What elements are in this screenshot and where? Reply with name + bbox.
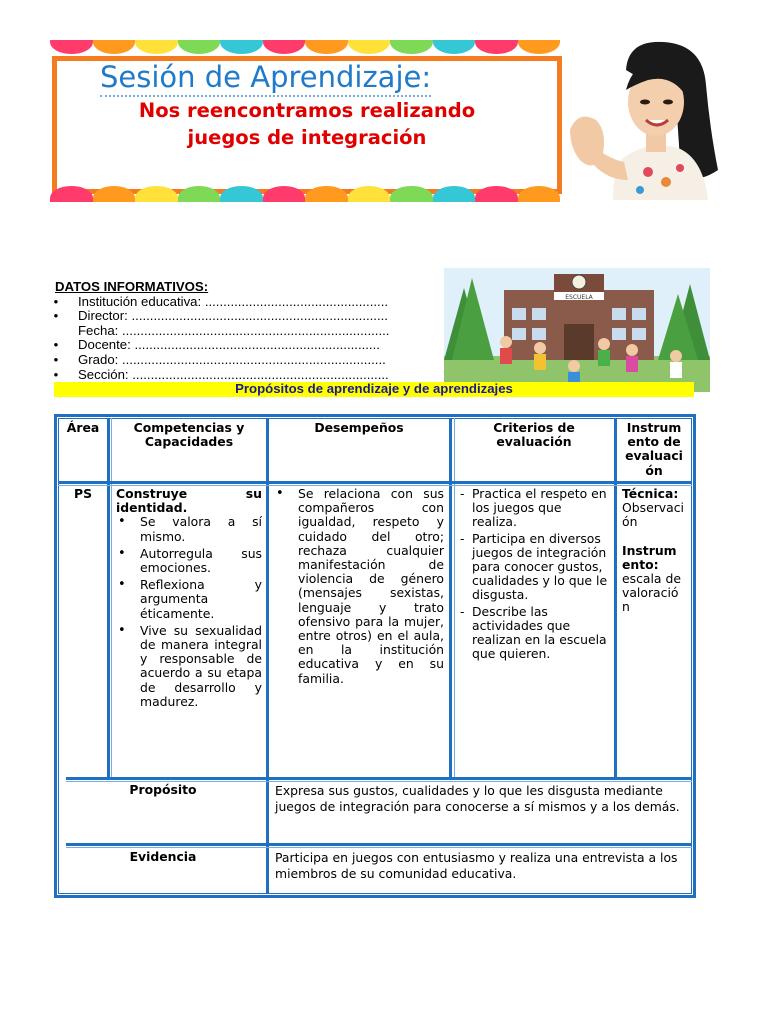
tecnica-label: Técnica: (622, 486, 679, 501)
list-item: • Autorregula sus emociones. (116, 547, 262, 575)
page-subtitle (52, 97, 562, 151)
proposito-label: Propósito (129, 782, 197, 797)
header-criterios: Criterios de evaluación (493, 420, 575, 450)
grid-line (107, 418, 110, 780)
grid-line (66, 777, 692, 780)
header-instrumento: Instrum ento de evaluaci ón (625, 420, 683, 478)
header-area: Área (66, 420, 100, 435)
criterios-cell (458, 487, 610, 663)
instrumento-value: escala de valoració n (622, 571, 681, 615)
evidencia-text: Participa en juegos con entusiasmo y realiza una entrevista a los miembros de su comunidad educativa. (275, 850, 678, 881)
competencias-cell (116, 487, 262, 712)
school-sign-text: ESCUELA (565, 294, 593, 301)
page-title: Sesión de Aprendizaje: (100, 60, 431, 97)
desempenos-cell (274, 487, 444, 689)
evidencia-label: Evidencia (129, 849, 197, 864)
list-item: • Reflexiona y argumenta éticamente. (116, 578, 262, 621)
list-item: • Se relaciona con sus compañeros con igualdad, respeto y cuidado del otro; rechaza cualquier manifestación de violencia de género (mensajes sexistas, lenguaje y trato ofensivo para la mujer, entre otros) en el aula, en la institución educativa y en su familia. (274, 487, 444, 686)
header-desempenos: Desempeños (314, 420, 404, 435)
school-illustration (444, 268, 710, 392)
grid-line (111, 418, 112, 780)
subtitle-line-2: juegos de integración (187, 126, 427, 149)
instrumento-label: Instrum ento: (622, 542, 677, 572)
area-value: PS (73, 486, 92, 501)
list-item: - Describe las actividades que realizan en la escuela que quieren. (458, 605, 610, 662)
datos-informativos (50, 280, 470, 382)
list-item: - Participa en diversos juegos de integración para conocer gustos, cualidades y lo que le disgusta. (458, 532, 610, 603)
banner-top-scallops (50, 40, 560, 56)
instrumento-cell (622, 487, 690, 615)
datos-item: • Institución educativa: .................................................. (50, 293, 389, 309)
datos-item: • Director: ...................................................................... (50, 308, 388, 324)
datos-item: • Docente: ................................................................... (50, 337, 380, 353)
datos-item: Fecha: ......................................................................... (78, 322, 390, 338)
competencia-title: Construye su identidad. (116, 486, 262, 516)
grid-line (449, 418, 452, 780)
grid-line (454, 418, 455, 780)
criterios-list (458, 487, 610, 661)
subtitle-line-1: Nos reencontramos realizando (138, 99, 476, 122)
proposito-text: Expresa sus gustos, cualidades y lo que les disgusta mediante juegos de integración para conocerse a sí mismos y a los demás. (275, 783, 680, 814)
list-item: • Vive su sexualidad de manera integral y responsable de acuerdo a su etapa de desarrollo y madurez. (116, 624, 262, 709)
header-competencias: Competencias y Capacidades (133, 420, 245, 450)
desempenos-list (274, 487, 444, 686)
propositos-heading: Propósitos de aprendizaje y de aprendizajes (235, 381, 513, 396)
grid-line (614, 418, 617, 780)
capacidades-list (116, 515, 262, 709)
tecnica-value: Observaci ón (622, 500, 684, 530)
datos-item: • Sección: ...................................................................... (50, 366, 389, 382)
list-item: - Practica el respeto en los juegos que realiza. (458, 487, 610, 530)
datos-title: DATOS INFORMATIVOS: (55, 279, 209, 294)
grid-line (266, 418, 269, 894)
banner-bottom-scallops (50, 186, 560, 202)
datos-item: • Grado: ........................................................................ (50, 351, 386, 367)
grid-line (66, 843, 692, 846)
grid-line (66, 847, 692, 848)
grid-line (58, 481, 692, 484)
teacher-illustration (568, 40, 728, 200)
list-item: • Se valora a sí mismo. (116, 515, 262, 543)
